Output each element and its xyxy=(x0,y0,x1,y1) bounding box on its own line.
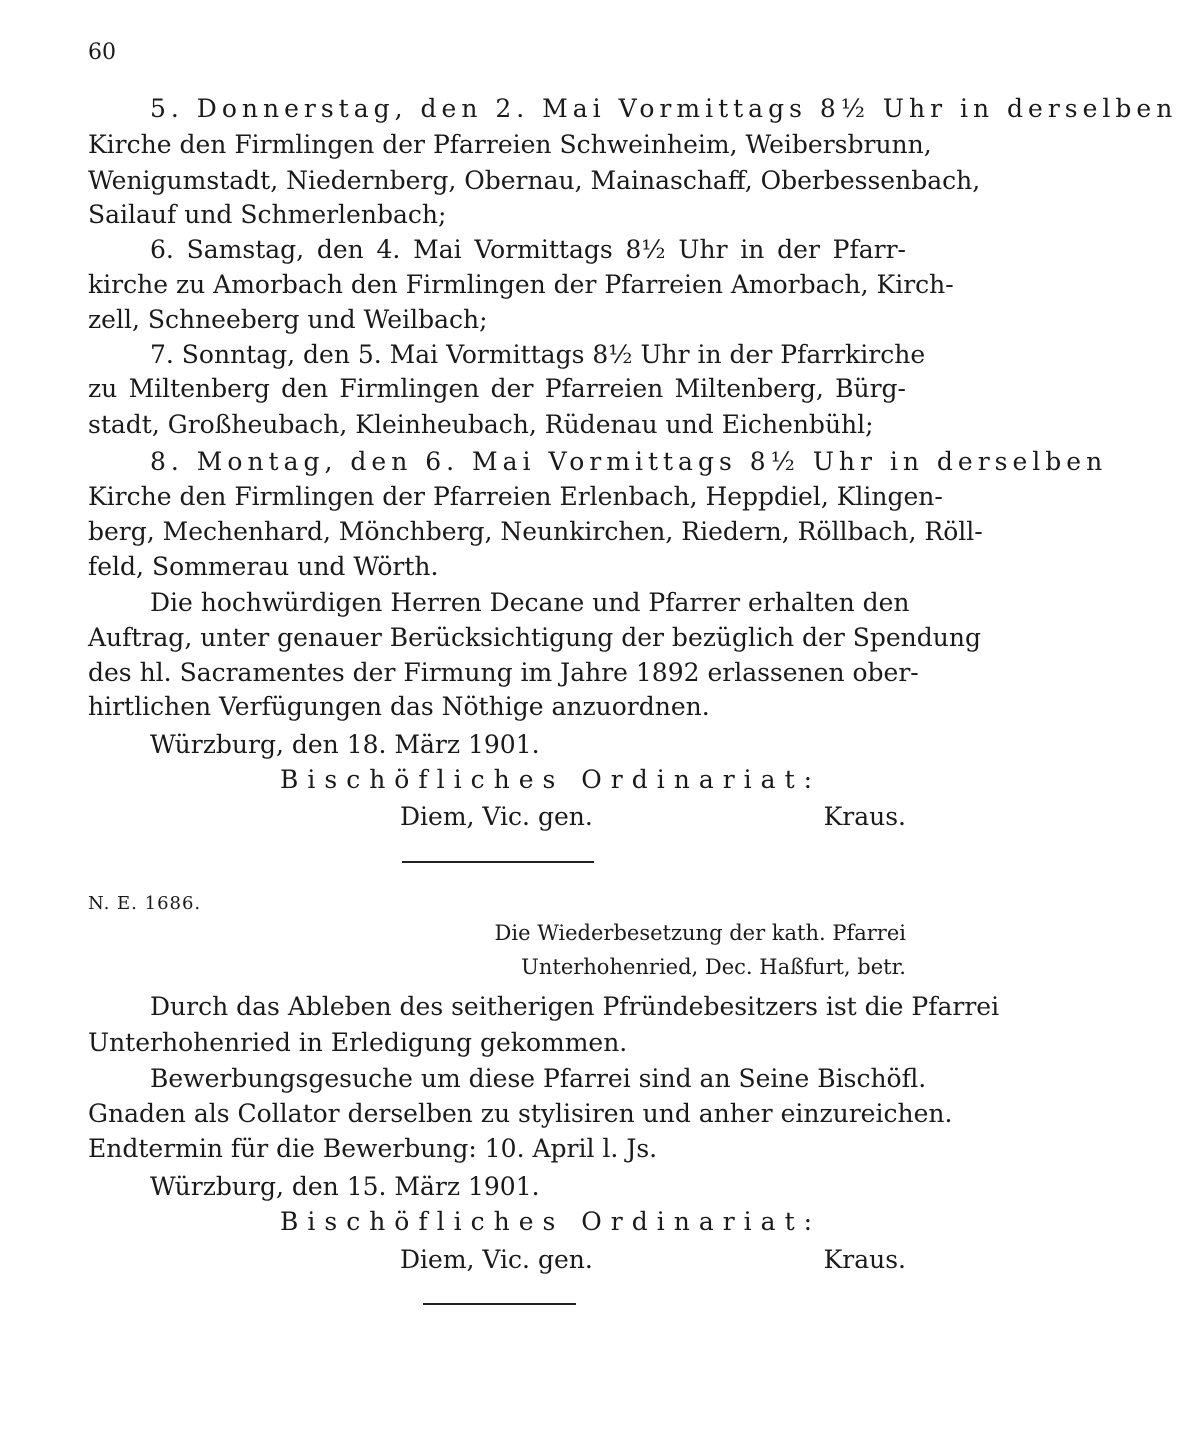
text-line: zu Miltenberg den Firmlingen der Pfarreien Miltenberg, Bürg- xyxy=(88,374,906,403)
text-line: Sailauf und Schmerlenbach; xyxy=(88,200,447,229)
subject-line: Unterhohenried, Dec. Haßfurt, betr. xyxy=(521,955,906,979)
text-line: zell, Schneeberg und Weilbach; xyxy=(88,305,488,334)
text-line: hirtlichen Verfügungen das Nöthige anzuordnen. xyxy=(88,692,710,721)
text-line: 7. Sonntag, den 5. Mai Vormittags 8½ Uhr in der Pfarrkirche xyxy=(150,340,926,369)
section-divider xyxy=(402,861,594,863)
text-line: 6. Samstag, den 4. Mai Vormittags 8½ Uhr in der Pfarr- xyxy=(150,235,906,264)
text-line: Auftrag, unter genauer Berücksichtigung der bezüglich der Spendung xyxy=(88,623,981,652)
text-line: Kirche den Firmlingen der Pfarreien Erlenbach, Heppdiel, Klingen- xyxy=(88,482,943,511)
text-line: Die hochwürdigen Herren Decane und Pfarrer erhalten den xyxy=(150,588,910,617)
section-divider xyxy=(423,1303,576,1305)
signature-right: Kraus. xyxy=(823,1245,906,1274)
authority-heading: Bischöfliches Ordinariat: xyxy=(280,1207,822,1236)
dateline: Würzburg, den 18. März 1901. xyxy=(150,730,540,759)
signature-left: Diem, Vic. gen. xyxy=(400,802,593,831)
dateline: Würzburg, den 15. März 1901. xyxy=(150,1172,540,1201)
subject-line: Die Wiederbesetzung der kath. Pfarrei xyxy=(494,921,906,945)
text-line: 5. Donnerstag, den 2. Mai Vormittags 8½ Uhr in derselben xyxy=(150,94,1177,123)
text-line: kirche zu Amorbach den Firmlingen der Pfarreien Amorbach, Kirch- xyxy=(88,270,954,299)
text-line: stadt, Großheubach, Kleinheubach, Rüdenau und Eichenbühl; xyxy=(88,410,874,439)
text-line: Endtermin für die Bewerbung: 10. April l. Js. xyxy=(88,1134,658,1163)
text-line: 8. Montag, den 6. Mai Vormittags 8½ Uhr in derselben xyxy=(150,447,1108,476)
signature-right: Kraus. xyxy=(823,802,906,831)
text-line: Gnaden als Collator derselben zu stylisiren und anher einzureichen. xyxy=(88,1099,953,1128)
text-line: Wenigumstadt, Niedernberg, Obernau, Mainaschaff, Oberbessenbach, xyxy=(88,166,981,195)
text-line: Kirche den Firmlingen der Pfarreien Schweinheim, Weibersbrunn, xyxy=(88,130,932,159)
text-line: Durch das Ableben des seitherigen Pfründebesitzers ist die Pfarrei xyxy=(150,992,1000,1021)
text-line: des hl. Sacramentes der Firmung im Jahre 1892 erlassenen ober- xyxy=(88,658,919,687)
text-line: Bewerbungsgesuche um diese Pfarrei sind an Seine Bischöfl. xyxy=(150,1064,927,1093)
text-line: berg, Mechenhard, Mönchberg, Neunkirchen, Riedern, Röllbach, Röll- xyxy=(88,517,983,546)
authority-heading: Bischöfliches Ordinariat: xyxy=(280,765,822,794)
signature-left: Diem, Vic. gen. xyxy=(400,1245,593,1274)
reference-number: N. E. 1686. xyxy=(88,893,202,914)
text-line: feld, Sommerau und Wörth. xyxy=(88,552,439,581)
page-number: 60 xyxy=(88,40,116,65)
text-line: Unterhohenried in Erledigung gekommen. xyxy=(88,1028,628,1057)
